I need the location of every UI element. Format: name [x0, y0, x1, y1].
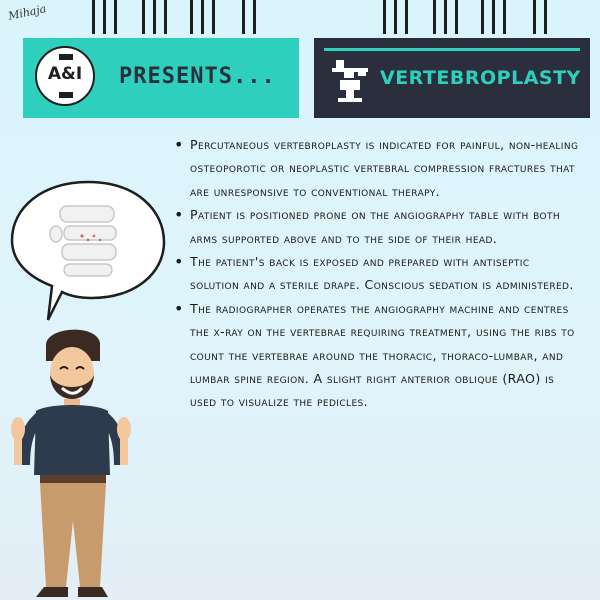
logo-text: A&I [47, 64, 83, 84]
banner-divider-line [324, 48, 580, 51]
list-item: • Percutaneous vertebroplasty is indicated for painful, non-healing osteoporotic or neoplastic vertebral compression fractures that are unresponsive to conventional therapy. [174, 133, 582, 203]
presents-banner [23, 38, 299, 118]
list-item: • The patient's back is exposed and prepared with antiseptic solution and a sterile drape. Conscious sedation is administered. [174, 250, 582, 297]
man-character-illustration [0, 325, 140, 600]
vertebroplasty-banner [314, 38, 590, 118]
presents-title: PRESENTS... [119, 64, 276, 89]
speech-bubble [8, 170, 168, 330]
x-ray-machine-icon [330, 58, 370, 104]
vertebroplasty-title: VERTEBROPLASTY [380, 67, 581, 89]
signature: Mihaja [7, 2, 48, 23]
list-item: • Patient is positioned prone on the angiography table with both arms supported above and to the side of their head. [174, 203, 582, 250]
bullet-list [174, 133, 582, 414]
info-text-block [174, 133, 582, 414]
ai-logo-icon [35, 46, 95, 106]
list-item: • The radiographer operates the angiography machine and centres the x-ray on the vertebrae requiring treatment, using the ribs to count the vertebrae around the thoracic, thoraco-lumbar, and lumbar spine region. A slight right anterior oblique (RAO) is used to visualize the pedicles. [174, 297, 582, 414]
